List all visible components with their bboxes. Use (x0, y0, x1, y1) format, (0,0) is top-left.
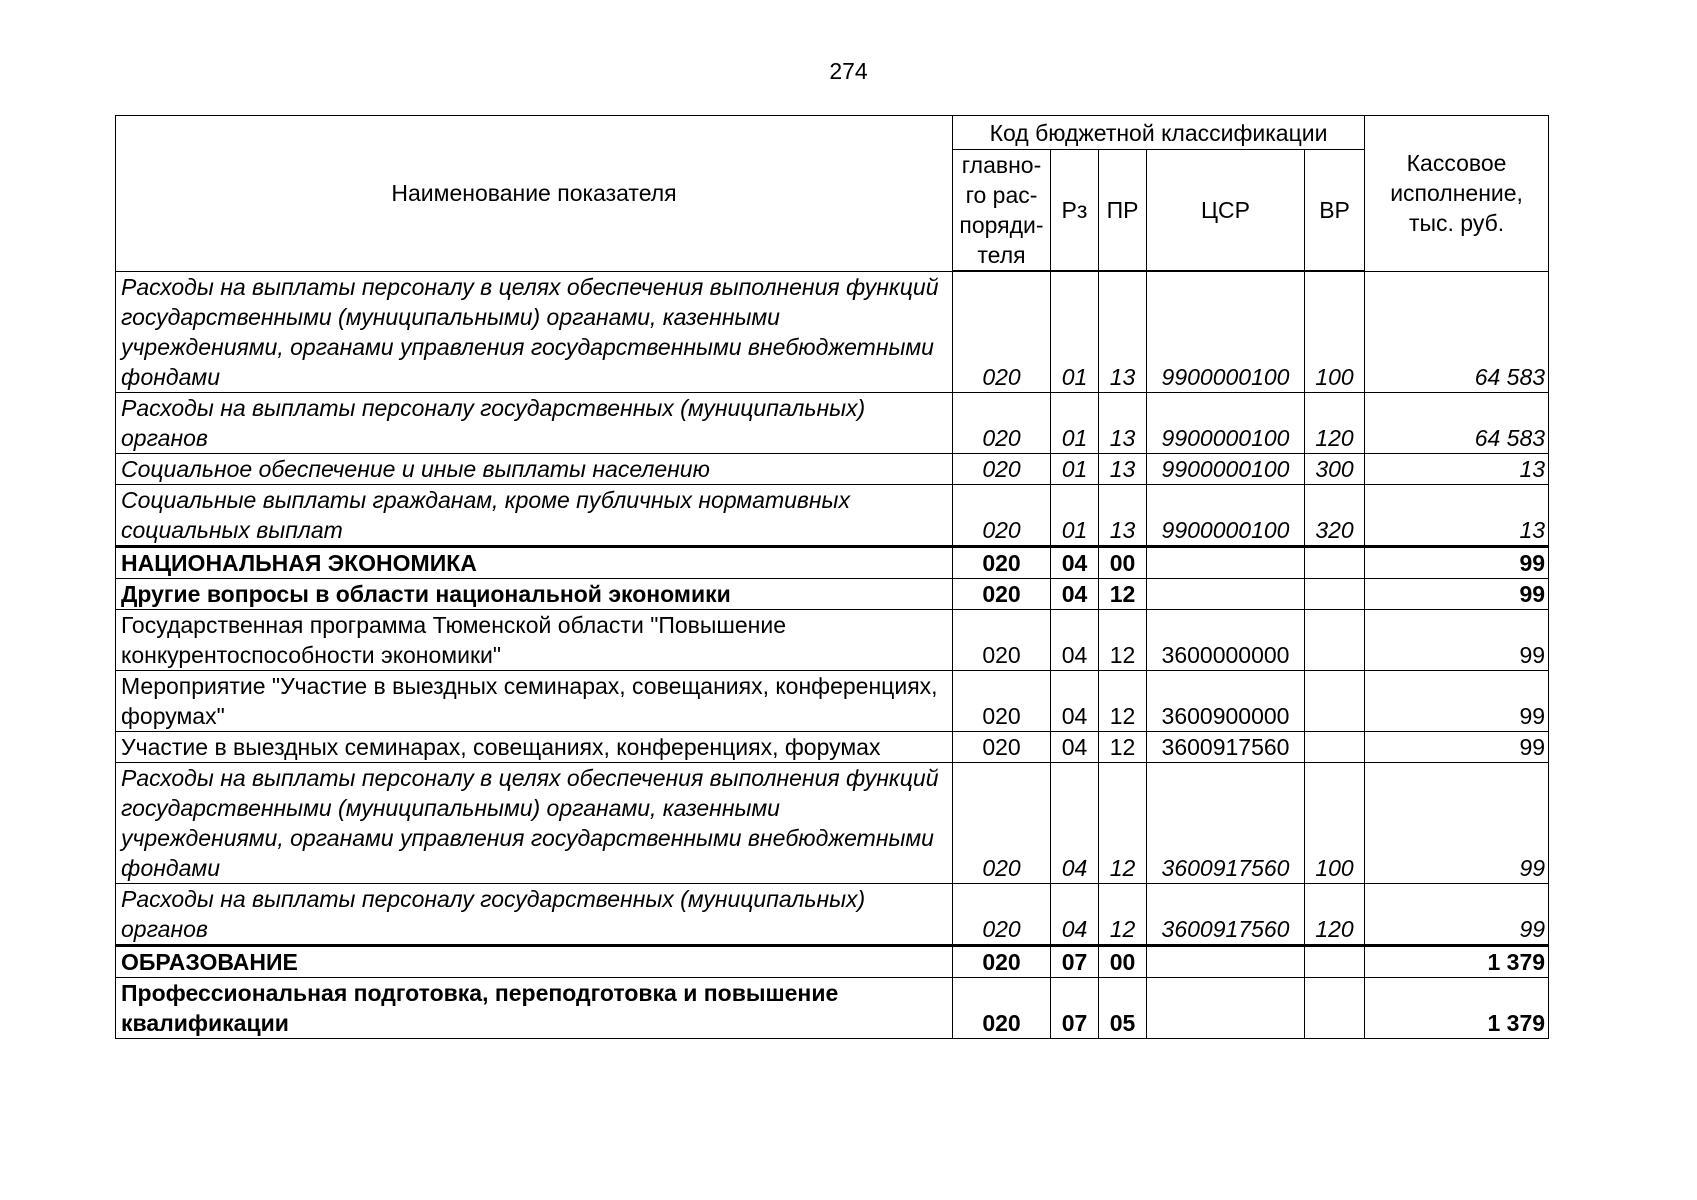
header-pr: ПР (1099, 150, 1147, 272)
header-rz: Рз (1051, 150, 1099, 272)
row-rz: 01 (1051, 271, 1099, 392)
row-vr (1305, 977, 1365, 1038)
header-budget-classification: Код бюджетной классификации (953, 116, 1365, 150)
row-amount: 99 (1365, 546, 1549, 578)
table-row (116, 546, 1549, 578)
row-main-administrator: 020 (953, 977, 1051, 1038)
row-amount: 13 (1365, 484, 1549, 546)
row-name: ОБРАЗОВАНИЕ (116, 945, 953, 977)
header-csr: ЦСР (1147, 150, 1305, 272)
row-pr: 12 (1099, 670, 1147, 731)
row-vr (1305, 670, 1365, 731)
row-vr (1305, 945, 1365, 977)
header-name: Наименование показателя (116, 116, 953, 272)
page-number: 274 (829, 58, 868, 84)
budget-table (115, 115, 1549, 1039)
header-main-administrator: главно-го рас-поряди-теля (953, 150, 1051, 272)
table-row (116, 609, 1549, 670)
row-csr: 3600900000 (1147, 670, 1305, 731)
row-main-administrator: 020 (953, 731, 1051, 762)
table-row (116, 762, 1549, 883)
row-vr: 120 (1305, 392, 1365, 453)
row-name: Социальные выплаты гражданам, кроме публичных нормативных социальных выплат (116, 484, 953, 546)
table-row (116, 670, 1549, 731)
row-pr: 12 (1099, 762, 1147, 883)
row-csr: 3600917560 (1147, 883, 1305, 945)
row-csr: 9900000100 (1147, 271, 1305, 392)
header-amount: Кассовое исполнение, тыс. руб. (1365, 116, 1549, 272)
table-row (116, 453, 1549, 484)
row-vr: 100 (1305, 762, 1365, 883)
row-csr: 3600917560 (1147, 731, 1305, 762)
row-rz: 04 (1051, 546, 1099, 578)
row-csr (1147, 945, 1305, 977)
row-main-administrator: 020 (953, 883, 1051, 945)
row-csr (1147, 977, 1305, 1038)
row-vr (1305, 578, 1365, 609)
row-csr: 9900000100 (1147, 392, 1305, 453)
row-amount: 64 583 (1365, 392, 1549, 453)
row-amount: 99 (1365, 609, 1549, 670)
row-amount: 99 (1365, 670, 1549, 731)
row-pr: 13 (1099, 484, 1147, 546)
row-name: Расходы на выплаты персоналу государственных (муниципальных) органов (116, 392, 953, 453)
row-rz: 01 (1051, 484, 1099, 546)
row-main-administrator: 020 (953, 762, 1051, 883)
row-rz: 07 (1051, 945, 1099, 977)
row-amount: 1 379 (1365, 977, 1549, 1038)
row-vr (1305, 546, 1365, 578)
row-main-administrator: 020 (953, 609, 1051, 670)
row-name: Расходы на выплаты персоналу в целях обеспечения выполнения функций государственными (муниципальными) органами, казенными учреждениями, органами управления государственными внебюджетными фондами (116, 762, 953, 883)
row-rz: 01 (1051, 453, 1099, 484)
row-name: НАЦИОНАЛЬНАЯ ЭКОНОМИКА (116, 546, 953, 578)
row-name: Мероприятие "Участие в выездных семинарах, совещаниях, конференциях, форумах" (116, 670, 953, 731)
row-amount: 64 583 (1365, 271, 1549, 392)
row-main-administrator: 020 (953, 546, 1051, 578)
table-row (116, 271, 1549, 392)
row-csr: 3600917560 (1147, 762, 1305, 883)
row-vr: 320 (1305, 484, 1365, 546)
row-amount: 99 (1365, 578, 1549, 609)
row-name: Профессиональная подготовка, переподготовка и повышение квалификации (116, 977, 953, 1038)
table-body (116, 271, 1549, 1038)
row-amount: 99 (1365, 762, 1549, 883)
row-name: Государственная программа Тюменской области "Повышение конкурентоспособности экономики" (116, 609, 953, 670)
header-vr: ВР (1305, 150, 1365, 272)
row-pr: 12 (1099, 883, 1147, 945)
row-pr: 12 (1099, 609, 1147, 670)
row-vr: 300 (1305, 453, 1365, 484)
row-main-administrator: 020 (953, 945, 1051, 977)
row-rz: 01 (1051, 392, 1099, 453)
row-vr (1305, 731, 1365, 762)
row-name: Расходы на выплаты персоналу в целях обеспечения выполнения функций государственными (муниципальными) органами, казенными учреждениями, органами управления государственными внебюджетными фондами (116, 271, 953, 392)
row-vr (1305, 609, 1365, 670)
row-csr: 3600000000 (1147, 609, 1305, 670)
row-pr: 05 (1099, 977, 1147, 1038)
table-row (116, 484, 1549, 546)
row-pr: 12 (1099, 578, 1147, 609)
row-csr (1147, 546, 1305, 578)
table-row (116, 392, 1549, 453)
table-row (116, 945, 1549, 977)
row-pr: 13 (1099, 392, 1147, 453)
table-row (116, 977, 1549, 1038)
row-amount: 1 379 (1365, 945, 1549, 977)
table-header (116, 116, 1549, 272)
row-amount: 99 (1365, 883, 1549, 945)
row-rz: 07 (1051, 977, 1099, 1038)
row-csr (1147, 578, 1305, 609)
row-csr: 9900000100 (1147, 484, 1305, 546)
row-vr: 100 (1305, 271, 1365, 392)
row-amount: 13 (1365, 453, 1549, 484)
row-name: Другие вопросы в области национальной экономики (116, 578, 953, 609)
row-pr: 13 (1099, 271, 1147, 392)
row-rz: 04 (1051, 578, 1099, 609)
row-name: Расходы на выплаты персоналу государственных (муниципальных) органов (116, 883, 953, 945)
row-main-administrator: 020 (953, 453, 1051, 484)
row-name: Социальное обеспечение и иные выплаты населению (116, 453, 953, 484)
row-pr: 12 (1099, 731, 1147, 762)
row-csr: 9900000100 (1147, 453, 1305, 484)
row-amount: 99 (1365, 731, 1549, 762)
row-main-administrator: 020 (953, 484, 1051, 546)
row-rz: 04 (1051, 883, 1099, 945)
table-row (116, 731, 1549, 762)
row-main-administrator: 020 (953, 670, 1051, 731)
table-row (116, 578, 1549, 609)
row-pr: 00 (1099, 546, 1147, 578)
row-main-administrator: 020 (953, 578, 1051, 609)
row-rz: 04 (1051, 731, 1099, 762)
row-main-administrator: 020 (953, 392, 1051, 453)
row-pr: 00 (1099, 945, 1147, 977)
row-rz: 04 (1051, 609, 1099, 670)
row-pr: 13 (1099, 453, 1147, 484)
row-rz: 04 (1051, 670, 1099, 731)
row-main-administrator: 020 (953, 271, 1051, 392)
row-name: Участие в выездных семинарах, совещаниях, конференциях, форумах (116, 731, 953, 762)
row-rz: 04 (1051, 762, 1099, 883)
table-row (116, 883, 1549, 945)
row-vr: 120 (1305, 883, 1365, 945)
